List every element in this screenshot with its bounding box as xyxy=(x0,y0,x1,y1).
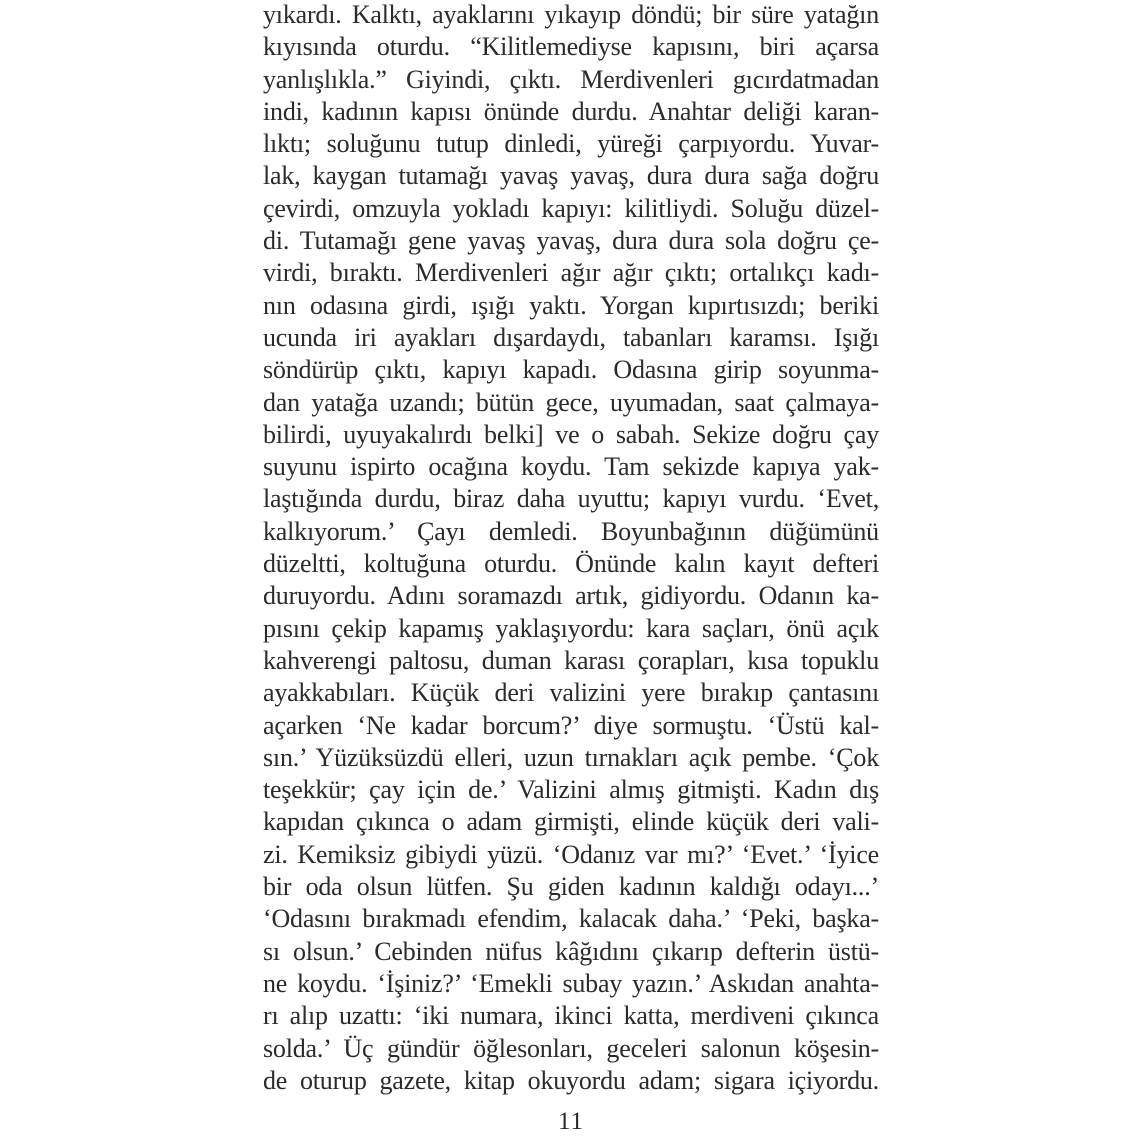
text-line: laştığında durdu, biraz daha uyuttu; kapıyı vurdu. ‘Evet, xyxy=(263,484,879,514)
page-number: 11 xyxy=(557,1108,585,1135)
text-line: lak, kaygan tutamağı yavaş yavaş, dura dura sağa doğru xyxy=(263,161,879,191)
text-line: kalkıyorum.’ Çayı demledi. Boyunbağının düğümünü xyxy=(263,516,879,546)
text-line: indi, kadının kapısı önünde durdu. Anahtar deliği karan- xyxy=(263,96,879,126)
page-text-block xyxy=(263,0,879,1097)
text-line: suyunu ispirto ocağına koydu. Tam sekizde kapıya yak- xyxy=(263,452,879,482)
text-line: kahverengi paltosu, duman karası çorapları, kısa topuklu xyxy=(263,645,879,675)
text-line: ne koydu. ‘İşiniz?’ ‘Emekli subay yazın.’ Askıdan anahta- xyxy=(263,968,879,998)
text-line: sın.’ Yüzüksüzdü elleri, uzun tırnakları açık pembe. ‘Çok xyxy=(263,742,879,772)
text-line: ucunda iri ayakları dışardaydı, tabanları karamsı. Işığı xyxy=(263,322,879,352)
text-line: açarken ‘Ne kadar borcum?’ diye sormuştu. ‘Üstü kal- xyxy=(263,710,879,740)
text-line: nın odasına girdi, ışığı yaktı. Yorgan kıpırtısızdı; beriki xyxy=(263,290,879,320)
text-line: di. Tutamağı gene yavaş yavaş, dura dura sola doğru çe- xyxy=(263,226,879,256)
text-line: rı alıp uzattı: ‘iki numara, ikinci katta, merdiveni çıkınca xyxy=(263,1001,879,1031)
text-line: yıkardı. Kalktı, ayaklarını yıkayıp döndü; bir süre yatağın xyxy=(263,0,879,29)
text-line: de oturup gazete, kitap okuyordu adam; sigara içiyordu. xyxy=(263,1065,879,1095)
text-line: bilirdi, uyuyakalırdı belki] ve o sabah. Sekize doğru çay xyxy=(263,419,879,449)
text-line: teşekkür; çay için de.’ Valizini almış gitmişti. Kadın dış xyxy=(263,775,879,805)
text-line: ayakkabıları. Küçük deri valizini yere bırakıp çantasını xyxy=(263,678,879,708)
text-line: solda.’ Üç gündür öğlesonları, geceleri salonun köşesin- xyxy=(263,1033,879,1063)
text-line: pısını çekip kapamış yaklaşıyordu: kara saçları, önü açık xyxy=(263,613,879,643)
text-line: kapıdan çıkınca o adam girmişti, elinde küçük deri vali- xyxy=(263,807,879,837)
text-line: kıyısında oturdu. “Kilitlemediyse kapısını, biri açarsa xyxy=(263,32,879,62)
text-line: çevirdi, omzuyla yokladı kapıyı: kilitliydi. Soluğu düzel- xyxy=(263,193,879,223)
text-line: sı olsun.’ Cebinden nüfus kâğıdını çıkarıp defterin üstü- xyxy=(263,936,879,966)
text-line: zi. Kemiksiz gibiydi yüzü. ‘Odanız var mı?’ ‘Evet.’ ‘İyice xyxy=(263,839,879,869)
text-line: dan yatağa uzandı; bütün gece, uyumadan, saat çalmaya- xyxy=(263,387,879,417)
text-line: duruyordu. Adını soramazdı artık, gidiyordu. Odanın ka- xyxy=(263,581,879,611)
text-line: düzeltti, koltuğuna oturdu. Önünde kalın kayıt defteri xyxy=(263,549,879,579)
text-line: virdi, bıraktı. Merdivenleri ağır ağır çıktı; ortalıkçı kadı- xyxy=(263,258,879,288)
text-line: yanlışlıkla.” Giyindi, çıktı. Merdivenleri gıcırdatmadan xyxy=(263,64,879,94)
text-line: ‘Odasını bırakmadı efendim, kalacak daha.’ ‘Peki, başka- xyxy=(263,904,879,934)
text-line: söndürüp çıktı, kapıyı kapadı. Odasına girip soyunma- xyxy=(263,355,879,385)
text-line: bir oda olsun lütfen. Şu giden kadının kaldığı odayı...’ xyxy=(263,872,879,902)
text-line: lıktı; soluğunu tutup dinledi, yüreği çarpıyordu. Yuvar- xyxy=(263,129,879,159)
